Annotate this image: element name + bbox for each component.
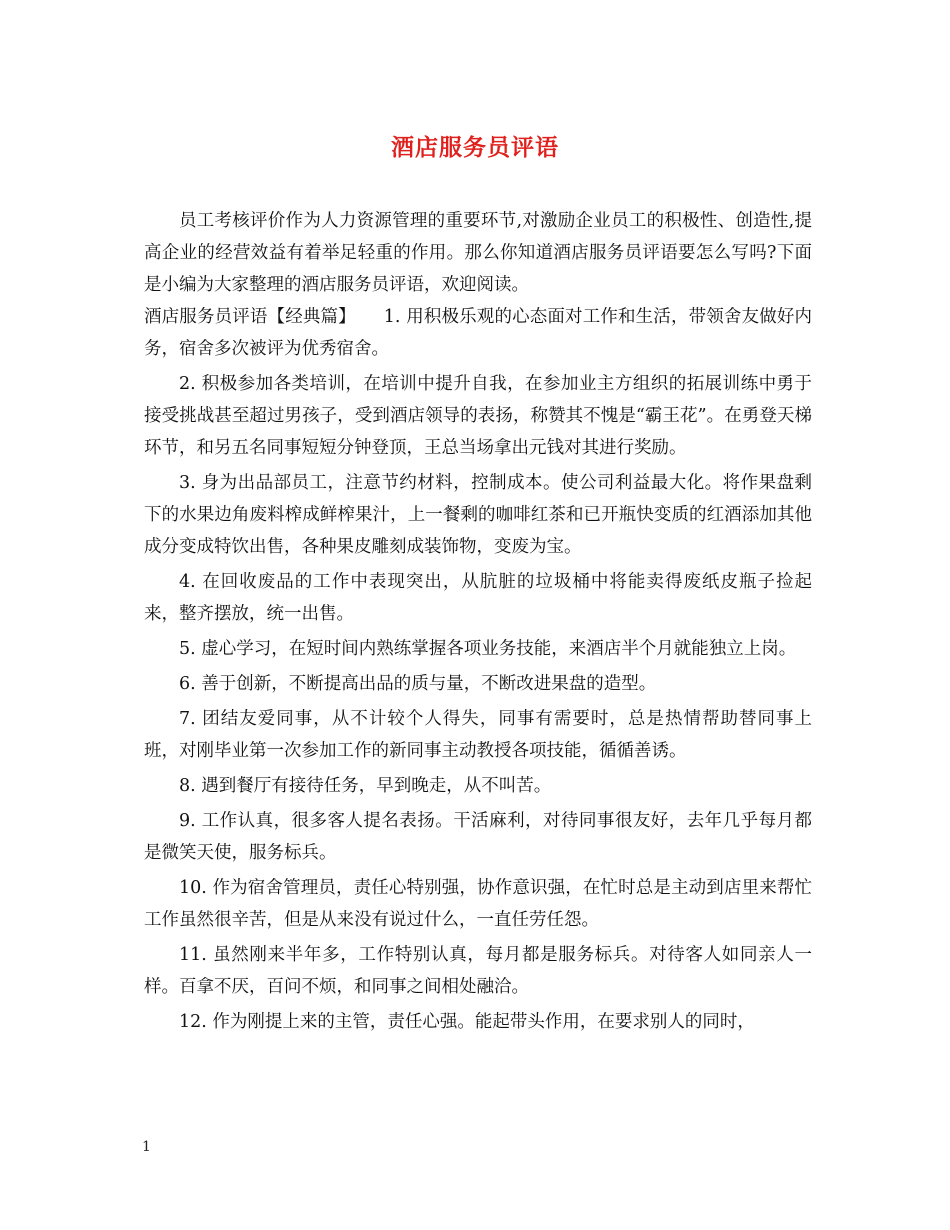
intro-paragraph: 员工考核评价作为人力资源管理的重要环节,对激励企业员工的积极性、创造性,提高企业的经营效益有着举足轻重的作用。那么你知道酒店服务员评语要怎么写吗?下面是小编为大家整理的酒店服务员评语，欢迎阅读。 <box>144 211 812 295</box>
list-item: 4. 在回收废品的工作中表现突出，从肮脏的垃圾桶中将能卖得废纸皮瓶子捡起来，整齐摆放，统一出售。 <box>144 572 812 624</box>
document-title: 酒店服务员评语 <box>391 134 559 161</box>
page-number: 1 <box>142 1139 151 1155</box>
list-item: 11. 虽然刚来半年多，工作特别认真，每月都是服务标兵。对待客人如同亲人一样。百拿不厌，百问不烦，和同事之间相处融洽。 <box>144 945 812 997</box>
first-item-text: 1. 用积极乐观的心态面对工作和生活，带领舍友做好内务，宿舍多次被评为优秀宿舍。 <box>144 307 812 359</box>
section-first-paragraph <box>144 301 812 365</box>
document-body <box>144 205 812 1038</box>
list-item: 5. 虚心学习，在短时间内熟练掌握各项业务技能，来酒店半个月就能独立上岗。 <box>179 639 797 659</box>
list-item: 3. 身为出品部员工，注意节约材料，控制成本。使公司利益最大化。将作果盘剩下的水果边角废料榨成鲜榨果汁，上一餐剩的咖啡红茶和已开瓶快变质的红酒添加其他成分变成特饮出售，各种果皮雕刻成装饰物，变废为宝。 <box>144 473 812 557</box>
list-item: 2. 积极参加各类培训，在培训中提升自我，在参加业主方组织的拓展训练中勇于接受挑战甚至超过男孩子，受到酒店领导的表扬，称赞其不愧是“霸王花”。在勇登天梯环节，和另五名同事短短分钟登顶，王总当场拿出元钱对其进行奖励。 <box>144 374 812 458</box>
section-heading: 酒店服务员评语【经典篇】 <box>144 307 356 327</box>
list-item: 6. 善于创新，不断提高出品的质与量，不断改进果盘的造型。 <box>179 674 657 694</box>
list-item: 12. 作为刚提上来的主管，责任心强。能起带头作用，在要求别人的同时， <box>179 1012 755 1032</box>
list-item: 8. 遇到餐厅有接待任务，早到晚走，从不叫苦。 <box>179 776 552 796</box>
list-item: 9. 工作认真，很多客人提名表扬。干活麻利，对待同事很友好，去年几乎每月都是微笑天使，服务标兵。 <box>144 811 812 863</box>
list-item: 7. 团结友爱同事，从不计较个人得失，同事有需要时，总是热情帮助替同事上班，对刚毕业第一次参加工作的新同事主动教授各项技能，循循善诱。 <box>144 709 812 761</box>
list-item: 10. 作为宿舍管理员，责任心特别强，协作意识强，在忙时总是主动到店里来帮忙工作虽然很辛苦，但是从来没有说过什么，一直任劳任怨。 <box>144 878 812 930</box>
